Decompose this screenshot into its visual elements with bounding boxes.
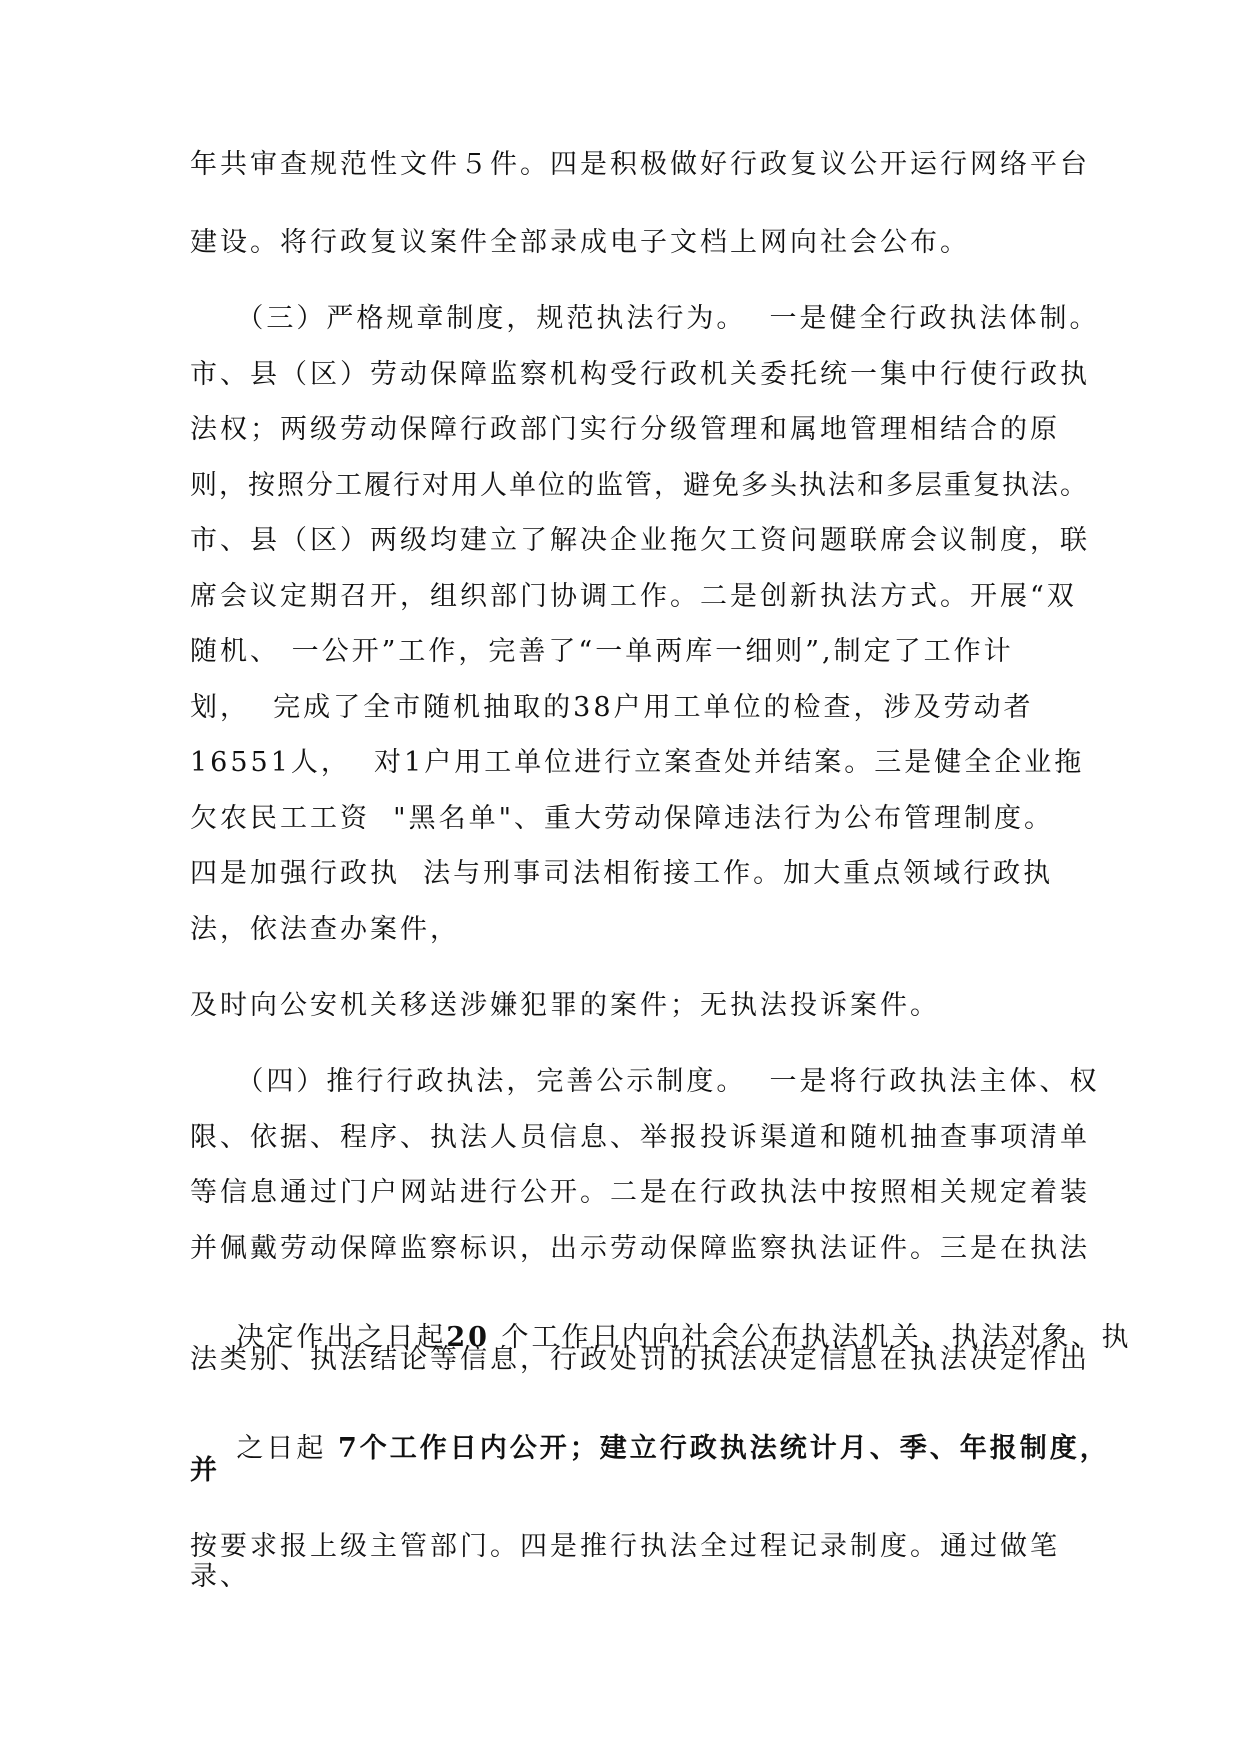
bold-text-line: 并 xyxy=(190,1455,220,1486)
text-segment: 个工作日内向社会公布执法机关、执法对象、执 xyxy=(489,1322,1132,1353)
text-line: 限、依据、程序、执法人员信息、举报投诉渠道和随机抽查事项清单 xyxy=(190,1122,1090,1153)
text-line: 16551人， 对1户用工单位进行立案查处并结案。三是健全企业拖 xyxy=(190,747,1085,778)
text-line: 划， 完成了全市随机抽取的38户用工单位的检查，涉及劳动者 xyxy=(190,692,1034,723)
text-segment: 之日起 xyxy=(236,1433,338,1464)
bold-text: 7个工作日内公开；建立行政执法统计月、季、年报制度， xyxy=(337,1433,1110,1464)
text-line: 等信息通过门户网站进行公开。二是在行政执法中按照相关规定着装 xyxy=(190,1177,1090,1208)
text-segment: 决定作出之日起 xyxy=(236,1322,447,1353)
text-line: 并佩戴劳动保障监察标识，出示劳动保障监察执法证件。三是在执法 xyxy=(190,1233,1090,1264)
text-line: 随机、 一公开”工作，完善了“一单两库一细则”,制定了工作计 xyxy=(190,636,1014,667)
text-line: 法，依法查办案件， xyxy=(190,914,460,945)
text-line: 则，按照分工履行对用人单位的监管，避免多头执法和多层重复执法。 xyxy=(190,470,1089,501)
text-line: 录、 xyxy=(190,1561,250,1592)
text-line: 席会议定期召开，组织部门协调工作。二是创新执法方式。开展“双 xyxy=(190,581,1077,612)
text-line: 及时向公安机关移送涉嫌犯罪的案件；无执法投诉案件。 xyxy=(190,990,940,1021)
text-line: 按要求报上级主管部门。四是推行执法全过程记录制度。通过做笔 xyxy=(190,1531,1060,1562)
text-line: 市、县（区）两级均建立了解决企业拖欠工资问题联席会议制度，联 xyxy=(190,525,1090,556)
text-line: 年共审查规范性文件５件。四是积极做好行政复议公开运行网络平台 xyxy=(190,149,1090,180)
section-heading-4: （四）推行行政执法，完善公示制度。 一是将行政执法主体、权 xyxy=(190,1066,1100,1097)
text-line: 法类别、执法结论等信息，行政处罚的执法决定信息在执法决定作出 xyxy=(190,1344,1090,1375)
text-line xyxy=(190,1398,1110,1500)
text-line: 建设。将行政复议案件全部录成电子文档上网向社会公布。 xyxy=(190,227,970,258)
text-line: 欠农民工工资 "黑名单"、重大劳动保障违法行为公布管理制度。 xyxy=(190,803,1055,834)
section-heading-3: （三）严格规章制度，规范执法行为。 一是健全行政执法体制。 xyxy=(190,303,1100,334)
text-line: 四是加强行政执 法与刑事司法相衔接工作。加大重点领域行政执 xyxy=(190,858,1054,889)
text-line: 市、县（区）劳动保障监察机构受行政机关委托统一集中行使行政执 xyxy=(190,359,1090,390)
text-line: 法权；两级劳动保障行政部门实行分级管理和属地管理相结合的原 xyxy=(190,414,1060,445)
bold-number: 20 xyxy=(446,1322,490,1353)
